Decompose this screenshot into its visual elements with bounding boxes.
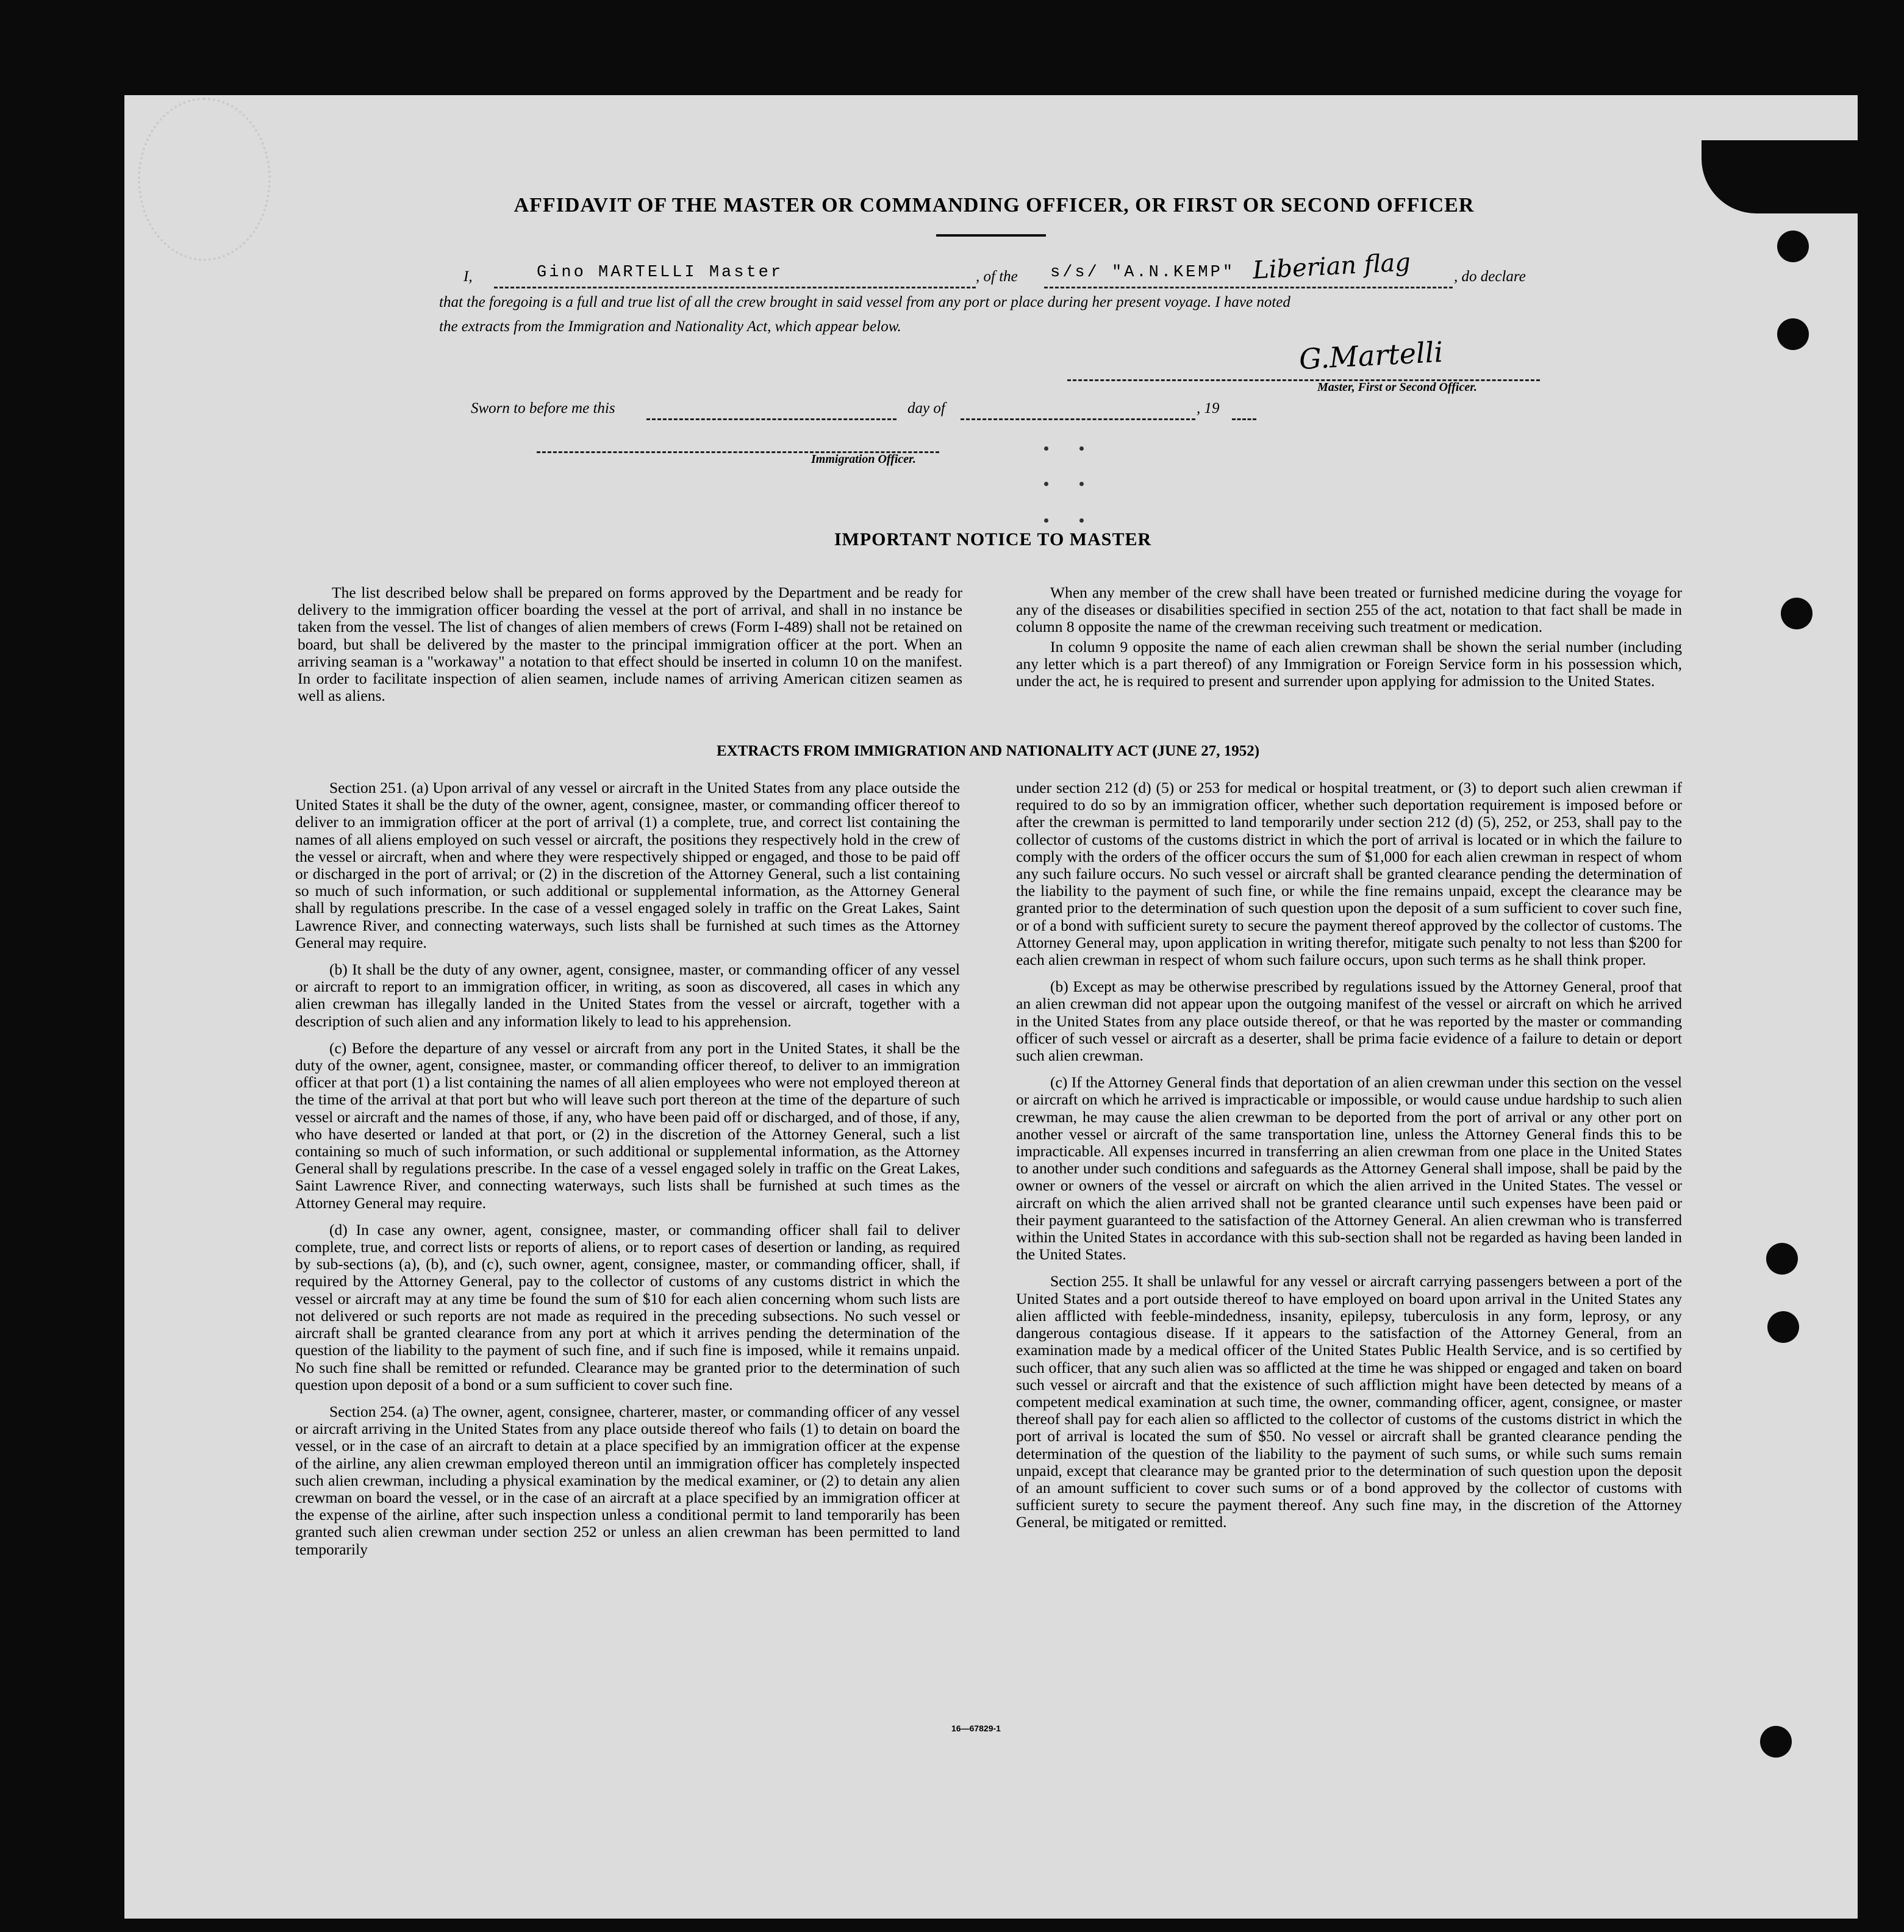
immigration-officer-line	[537, 433, 939, 453]
extract-paragraph: (c) If the Attorney General finds that deportation of an alien crewman under this section on the vessel or aircraft on which he arrived is impracticable or impossible, or would cause undue hardship to such alien crewman, he may cause the alien crewman to be deported from the port of arrival or any other port on another vessel or aircraft of the same transportation line, unless the Attorney General finds this to be impracticable. All expenses incurred in transferring an alien crewman from one place in the United States to another under such conditions and safeguards as the Attorney General shall impose, shall be paid by the owner or owners of the vessel or aircraft on which the alien arrived in the United States. The vessel or aircraft on which the alien arrived shall not be granted clearance until such expenses have been paid or their payment guaranteed to the satisfaction of the Attorney General. An alien crewman who is transferred within the United States in accordance with this sub-section shall not be regarded as having been landed in the United States.	[1016, 1073, 1682, 1264]
title-underline	[936, 234, 1046, 237]
flag-handwritten: Liberian flag	[1251, 248, 1412, 285]
extract-paragraph: Section 255. It shall be unlawful for any vessel or aircraft carrying passengers between a port of the United States and a port outside thereof to have employed on board upon arrival in the United States any alien afflicted with feeble-mindedness, insanity, epilepsy, tuberculosis in any form, leprosy, or any dangerous contagious disease. If it appears to the satisfaction of the Attorney General, from an examination made by a medical officer of the United States Public Health Service, and is so certified by such officer, that any such alien was so afflicted at the time he was shipped or engaged and taken on board such vessel or aircraft and that the existence of such affliction might have been detected by means of a competent medical examination at such time, the owner, commanding officer, agent, consignee, or master thereof shall pay for each alien so afflicted to the collector of customs of the customs district in which the port of arrival is located the sum of $50. No vessel or aircraft shall be granted clearance pending the determination of the question of the liability to the payment of such sums, or while such sums remain unpaid, except that clearance may be granted prior to the determination of such question upon the deposit of an amount sufficient to cover such sums or of a bond approved by the collector of customs with sufficient surety to secure the payment thereof. Any such fine may, in the discretion of the Attorney General, be mitigated or remitted.	[1016, 1272, 1682, 1531]
extracts-right-column	[1016, 779, 1682, 1541]
binder-hole	[1781, 598, 1813, 629]
extract-paragraph: (c) Before the departure of any vessel or aircraft from any port in the United States, it shall be the duty of the owner, agent, consignee, master, or commanding officer thereof, to deliver to an immigration officer at that port (1) a list containing the names of all alien employees who were not employed thereon at the time of the arrival at that port but who will leave such port thereon at the time of the departure of such vessel or aircraft and the names of those, if any, who have been paid off or discharged, and of those, if any, who have deserted or landed at that port, or (2) in the discretion of the Attorney General, such a list containing so much of such information, or such additional or supplemental information, as the Attorney General shall by regulations prescribe. In the case of a vessel engaged solely in traffic on the Great Lakes, Saint Lawrence River, and connecting waterways, such lists shall be furnished at such times as the Attorney General may require.	[295, 1039, 960, 1212]
notice-paragraph: The list described below shall be prepared on forms approved by the Department and be ready for delivery to the immigration officer boarding the vessel at the port of arrival, and shall in no instance be taken from the vessel. The list of changes of alien members of crews (Form I-489) shall not be retained on board, but shall be delivered by the master to the principal immigration officer at the port. When an arriving seaman is a "workaway" a notation to that effect should be inserted in column 10 on the manifest. In order to facilitate inspection of alien seamen, include names of arriving American citizen seamen as well as aliens.	[298, 584, 962, 705]
torn-corner	[1702, 140, 1860, 213]
sworn-month-field	[961, 400, 1195, 420]
notice-paragraph: When any member of the crew shall have been treated or furnished medicine during the voyage for any of the diseases or disabilities specified in section 255 of the act, notation to that fact shall be made in column 8 opposite the name of the crewman receiving such treatment or medication.	[1016, 584, 1682, 636]
of-the-label: , of the	[976, 268, 1018, 285]
affidavit-line-3: the extracts from the Immigration and Nationality Act, which appear below.	[439, 318, 901, 335]
speck	[1079, 518, 1084, 523]
notice-paragraph: In column 9 opposite the name of each alien crewman shall be shown the serial number (including any letter which is a part thereof) of any Immigration or Foreign Service form in his possession which, under the act, he is required to present and surrender upon applying for admission to the United States.	[1016, 637, 1682, 690]
sworn-year-field	[1232, 400, 1256, 420]
extract-paragraph: Section 251. (a) Upon arrival of any vessel or aircraft in the United States from any place outside the United States it shall be the duty of the owner, agent, consignee, master, or commanding officer thereof to deliver to an immigration officer at the port of arrival (1) a complete, true, and correct list containing the names of all aliens employed on such vessel or aircraft, the positions they respectively hold in the crew of the vessel or aircraft, when and where they were respectively shipped or engaged, and those to be paid off or discharged in the port of arrival; or (2) in the discretion of the Attorney General, such a list containing so much of such information, or such additional or supplemental information, as the Attorney General shall by regulations prescribe. In the case of a vessel engaged solely in traffic on the Great Lakes, Saint Lawrence River, and connecting waterways, such lists shall be furnished at such times as the Attorney General may require.	[295, 779, 960, 951]
notice-right-column	[1016, 584, 1682, 699]
speck	[1044, 446, 1048, 451]
speck	[1044, 482, 1048, 486]
immigration-officer-caption: Immigration Officer.	[811, 453, 916, 466]
do-declare-label: , do declare	[1454, 268, 1526, 285]
master-signature: G.Martelli	[1298, 335, 1444, 376]
notice-left-column	[298, 584, 962, 714]
line1-prefix: I,	[463, 268, 473, 285]
speck	[1079, 446, 1084, 451]
binder-hole	[1766, 1243, 1798, 1275]
binder-hole	[1760, 1726, 1792, 1758]
sworn-label: Sworn to before me this	[471, 400, 615, 417]
affidavit-title: AFFIDAVIT OF THE MASTER OR COMMANDING OFFICER, OR FIRST OR SECOND OFFICER	[514, 194, 1475, 216]
binder-hole	[1777, 318, 1809, 350]
extracts-left-column	[295, 779, 960, 1568]
extract-paragraph: (b) It shall be the duty of any owner, agent, consignee, master, or commanding officer of any vessel or aircraft to report to an immigration officer, in writing, as soon as discovered, all cases in which any alien crewman has illegally landed in the United States from the vessel or aircraft, together with a description of such alien and any information likely to lead to his apprehension.	[295, 961, 960, 1030]
master-name: Gino MARTELLI Master	[537, 263, 784, 282]
affidavit-line-2: that the foregoing is a full and true list of all the crew brought in said vessel from any port or place during her present voyage. I have noted	[439, 294, 1290, 310]
binder-hole	[1777, 231, 1809, 262]
signature-caption: Master, First or Second Officer.	[1317, 381, 1477, 394]
year-label: , 19	[1197, 400, 1220, 417]
extracts-title: EXTRACTS FROM IMMIGRATION AND NATIONALITY ACT (JUNE 27, 1952)	[716, 743, 1260, 759]
speck	[1079, 482, 1084, 486]
extract-paragraph: (b) Except as may be otherwise prescribed by regulations issued by the Attorney General, proof that an alien crewman did not appear upon the outgoing manifest of the vessel or aircraft on which he arrived in the United States from any place outside thereof, or that he was reported by the master or commanding officer of such vessel or aircraft as a deserter, shall be prima facie evidence of a failure to detain or deport such alien crewman.	[1016, 978, 1682, 1065]
extract-paragraph: under section 212 (d) (5) or 253 for medical or hospital treatment, or (3) to deport such alien crewman if required to do so by an immigration officer, whether such deportation requirement is imposed before or after the crewman is permitted to land temporarily under section 212 (d) (5), 252, or 253, shall pay to the collector of customs of the customs district in which the port of arrival is located or in which the failure to comply with the orders of the officer occurs the sum of $1,000 for each alien crewman in respect of whom any such failure occurs. No such vessel or aircraft shall be granted clearance pending the determination of the liability to the payment of such fine, or while the fine remains unpaid, except the clearance may be granted prior to the determination of such question upon the deposit of a sum sufficient to cover such fine, or of a bond with sufficient surety to secure the payment thereof approved by the collector of customs. The Attorney General may, upon application in writing therefor, mitigate such penalty to not less than $200 for each alien crewman in respect of whom such failure occurs, upon such terms as he shall think proper.	[1016, 779, 1682, 969]
faded-stamp	[138, 98, 271, 261]
speck	[1044, 518, 1048, 523]
notice-title: IMPORTANT NOTICE TO MASTER	[834, 529, 1152, 549]
extract-paragraph: (d) In case any owner, agent, consignee, master, or commanding officer shall fail to deliver complete, true, and correct lists or reports of aliens, or to report cases of desertion or landing, as required by sub-sections (a), (b), and (c), such owner, agent, consignee, master, or commanding officer, shall, if required by the Attorney General, pay to the collector of customs of any customs district in which the vessel or aircraft may at any time be found the sum of $10 for each alien concerning whom such lists are not delivered or such reports are not made as required in the preceding subsections. No such vessel or aircraft shall be granted clearance from any port at which it arrives pending the determination of the question of the liability to the payment of such fine, and if such fine is imposed, while it remains unpaid. No such fine shall be remitted or refunded. Clearance may be granted prior to the determination of such question upon deposit of a bond or a sum sufficient to cover such fine.	[295, 1220, 960, 1394]
sworn-day-field	[646, 400, 897, 420]
vessel-name: s/s/ "A.N.KEMP"	[1050, 263, 1236, 282]
form-number: 16—67829-1	[951, 1723, 1001, 1733]
day-of-label: day of	[907, 400, 945, 417]
extract-paragraph: Section 254. (a) The owner, agent, consignee, charterer, master, or commanding officer of any vessel or aircraft arriving in the United States from any place outside thereof who fails (1) to detain on board the vessel, or in the case of an aircraft to detain at a place specified by an immigration officer at the expense of the airline, any alien crewman employed thereon until an immigration officer has completely inspected such alien crewman, including a physical examination by the medical examiner, or (2) to detain any alien crewman on board the vessel, or in the case of an aircraft at a place specified by an immigration officer at the expense of the airline, after such inspection unless a conditional permit to land temporarily has been granted such alien crewman under section 252 or unless an alien crewman has been permitted to land temporarily	[295, 1402, 960, 1558]
binder-hole	[1767, 1311, 1799, 1343]
